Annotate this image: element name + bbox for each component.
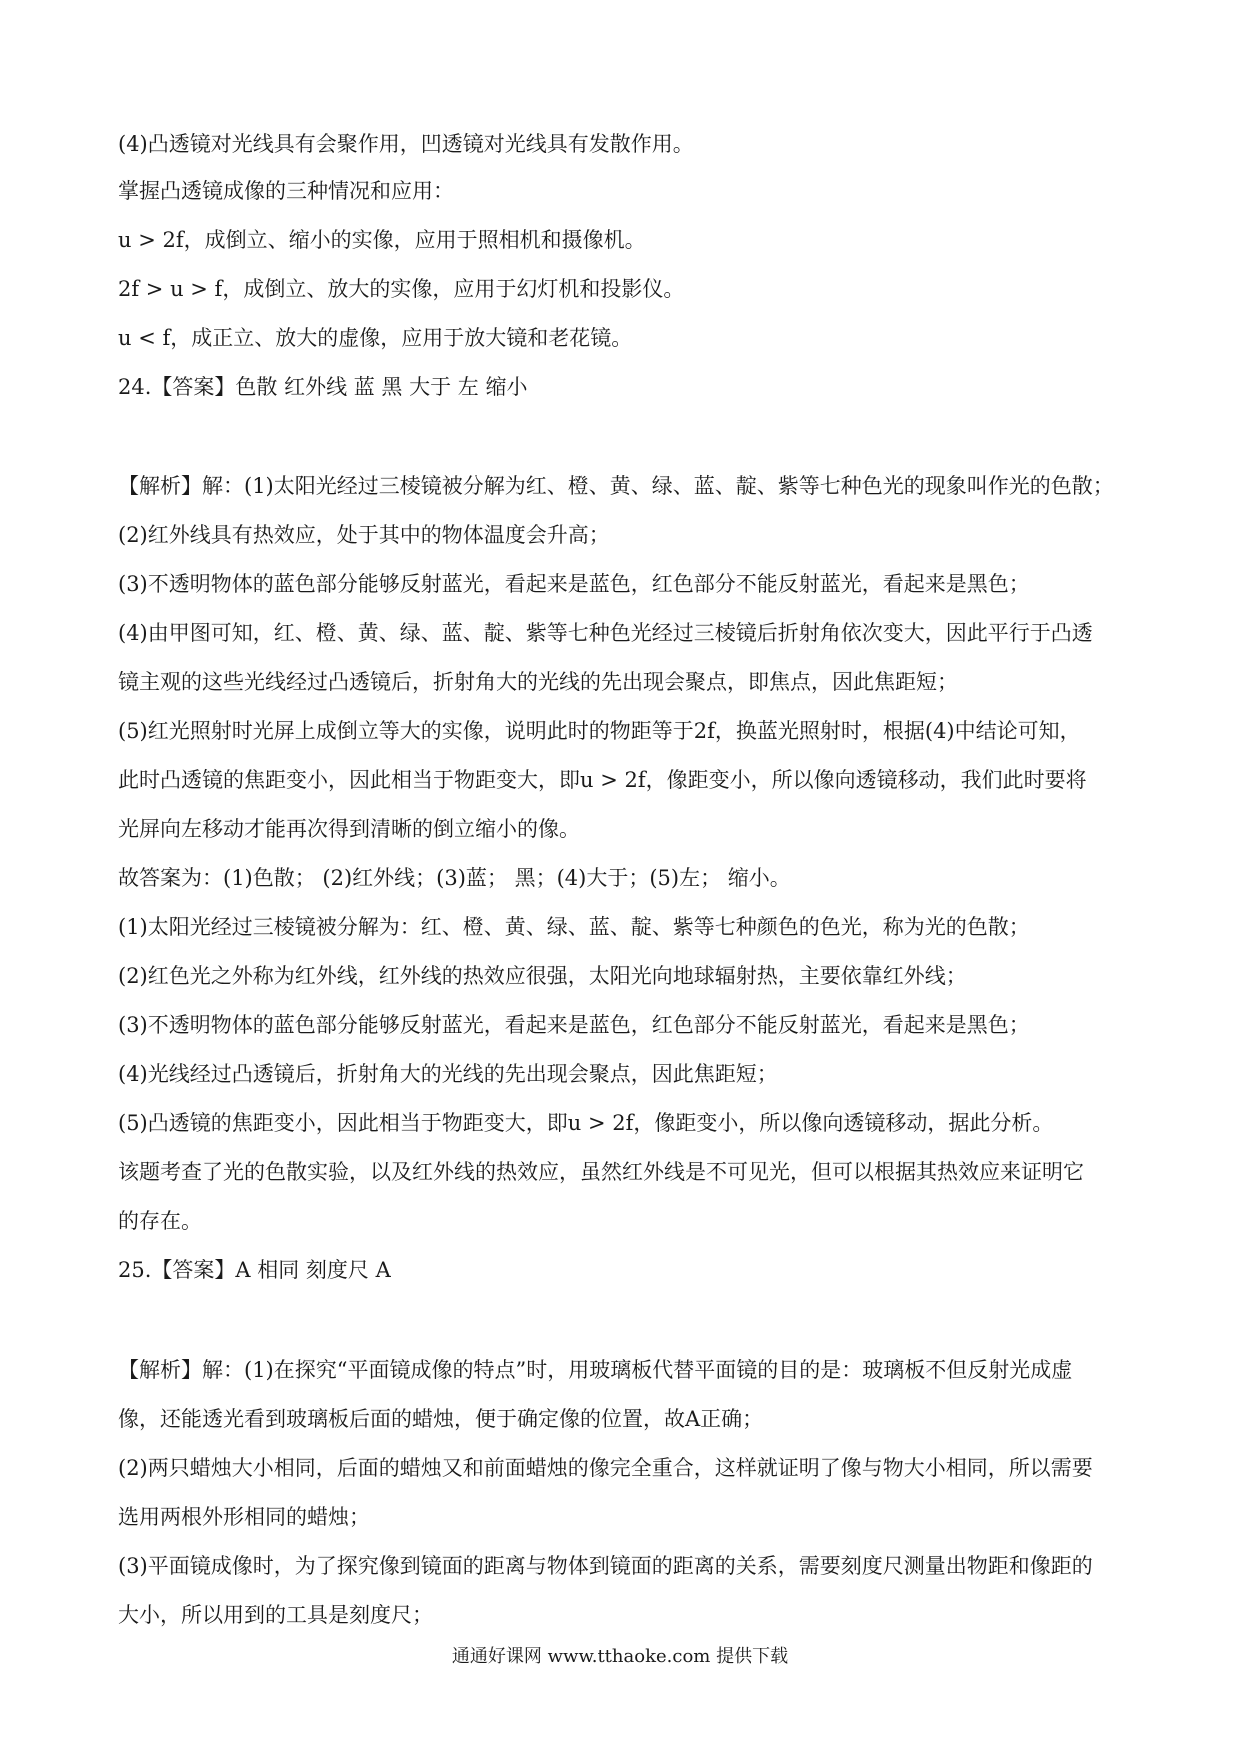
- analysis-line: (2)红色光之外称为红外线，红外线的热效应很强，太阳光向地球辐射热，主要依靠红外线；: [118, 964, 967, 988]
- answer-heading-25: 25.【答案】A 相同 刻度尺 A: [118, 1258, 391, 1282]
- analysis-line: (4)由甲图可知，红、橙、黄、绿、蓝、靛、紫等七种色光经过三棱镜后折射角依次变大，因此平行于凸透: [118, 621, 1093, 645]
- analysis-line: (5)红光照射时光屏上成倒立等大的实像，说明此时的物距等于2f，换蓝光照射时，根据(4)中结论可知，: [118, 719, 1081, 743]
- analysis-line: (3)不透明物体的蓝色部分能够反射蓝光，看起来是蓝色，红色部分不能反射蓝光，看起来是黑色；: [118, 572, 1030, 596]
- analysis-line: (3)不透明物体的蓝色部分能够反射蓝光，看起来是蓝色，红色部分不能反射蓝光，看起来是黑色；: [118, 1013, 1030, 1037]
- analysis-line: (3)平面镜成像时，为了探究像到镜面的距离与物体到镜面的距离的关系，需要刻度尺测量出物距和像距的: [118, 1554, 1093, 1578]
- page-footer: 通通好课网 www.tthaoke.com 提供下载: [451, 1646, 789, 1667]
- answer-heading-24: 24.【答案】色散 红外线 蓝 黑 大于 左 缩小: [118, 375, 528, 399]
- analysis-line: 该题考查了光的色散实验，以及红外线的热效应，虽然红外线是不可见光，但可以根据其热效应来证明它: [118, 1160, 1084, 1184]
- analysis-line: 镜主观的这些光线经过凸透镜后，折射角大的光线的先出现会聚点，即焦点，因此焦距短；: [118, 670, 958, 694]
- analysis-line: 光屏向左移动才能再次得到清晰的倒立缩小的像。: [118, 817, 580, 841]
- analysis-line: 的存在。: [118, 1209, 202, 1233]
- formula-line: u > 2f，成倒立、缩小的实像，应用于照相机和摄像机。: [118, 228, 646, 252]
- analysis-line: 选用两根外形相同的蜡烛；: [118, 1505, 370, 1529]
- final-answer-line: 故答案为：(1)色散； (2)红外线；(3)蓝； 黑；(4)大于；(5)左； 缩小。: [118, 866, 791, 890]
- analysis-line: (5)凸透镜的焦距变小，因此相当于物距变大，即u > 2f，像距变小，所以像向透镜移动，据此分析。: [118, 1111, 1054, 1135]
- text-line: (4)凸透镜对光线具有会聚作用，凹透镜对光线具有发散作用。: [118, 132, 694, 156]
- analysis-line: 【解析】解：(1)在探究“平面镜成像的特点”时，用玻璃板代替平面镜的目的是：玻璃板不但反射光成虚: [118, 1358, 1073, 1382]
- analysis-line: 大小，所以用到的工具是刻度尺；: [118, 1603, 433, 1627]
- formula-line: 2f > u > f，成倒立、放大的实像，应用于幻灯机和投影仪。: [118, 277, 685, 301]
- analysis-line: (1)太阳光经过三棱镜被分解为：红、橙、黄、绿、蓝、靛、紫等七种颜色的色光，称为光的色散；: [118, 915, 1030, 939]
- analysis-line: 【解析】解：(1)太阳光经过三棱镜被分解为红、橙、黄、绿、蓝、靛、紫等七种色光的现象叫作光的色散；: [118, 474, 1114, 498]
- analysis-line: 像，还能透光看到玻璃板后面的蜡烛，便于确定像的位置，故A正确；: [118, 1407, 764, 1431]
- analysis-line: (4)光线经过凸透镜后，折射角大的光线的先出现会聚点，因此焦距短；: [118, 1062, 778, 1086]
- analysis-line: 此时凸透镜的焦距变小，因此相当于物距变大，即u > 2f，像距变小，所以像向透镜移动，我们此时要将: [118, 768, 1087, 792]
- text-line: 掌握凸透镜成像的三种情况和应用：: [118, 179, 454, 203]
- formula-line: u < f，成正立、放大的虚像，应用于放大镜和老花镜。: [118, 326, 633, 350]
- analysis-line: (2)红外线具有热效应，处于其中的物体温度会升高；: [118, 523, 610, 547]
- analysis-line: (2)两只蜡烛大小相同，后面的蜡烛又和前面蜡烛的像完全重合，这样就证明了像与物大小相同，所以需要: [118, 1456, 1093, 1480]
